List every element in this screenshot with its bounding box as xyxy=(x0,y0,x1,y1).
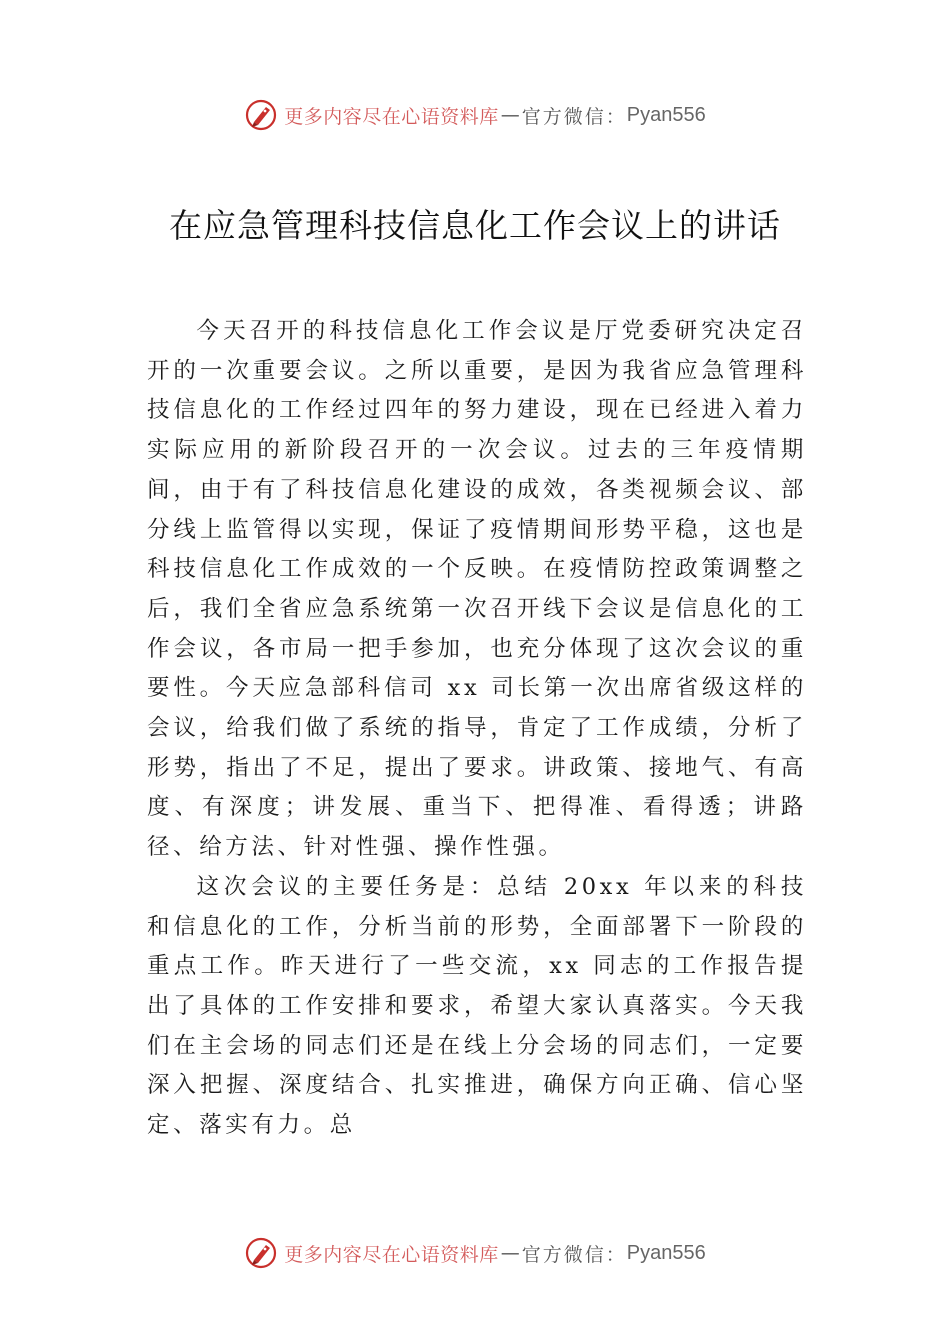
paragraph: 今天召开的科技信息化工作会议是厅党委研究决定召开的一次重要会议。之所以重要，是因为我省应急管理科技信息化的工作经过四年的努力建设，现在已经进入着力实际应用的新阶段召开的一次会议。过去的三年疫情期间，由于有了科技信息化建设的成效，各类视频会议、部分线上监管得以实现，保证了疫情期间形势平稳，这也是科技信息化工作成效的一个反映。在疫情防控政策调整之后，我们全省应急系统第一次召开线下会议是信息化的工作会议，各市局一把手参加，也充分体现了这次会议的重要性。今天应急部科信司 xx 司长第一次出席省级这样的会议，给我们做了系统的指导，肯定了工作成绩，分析了形势，指出了不足，提出了要求。讲政策、接地气、有高度、有深度；讲发展、重当下、把得准、看得透；讲路径、给方法、针对性强、操作性强。 xyxy=(147,318,807,861)
wechat-label: 官方微信： xyxy=(521,105,627,128)
library-text: 更多内容尽在心语资料库 xyxy=(284,105,499,128)
document-title: 在应急管理科技信息化工作会议上的讲话 xyxy=(169,206,781,245)
banner-dash: — xyxy=(500,1242,520,1264)
wechat-label: 官方微信： xyxy=(521,1243,627,1266)
wechat-id: Pyan556 xyxy=(626,1241,706,1264)
pen-nib-logo-icon xyxy=(244,98,278,132)
library-text: 更多内容尽在心语资料库 xyxy=(284,1243,499,1266)
document-body xyxy=(147,312,807,1146)
wechat-id: Pyan556 xyxy=(626,103,706,126)
header-banner xyxy=(0,95,950,135)
pen-nib-logo-icon xyxy=(244,1236,278,1270)
footer-banner xyxy=(0,1233,950,1273)
paragraph: 这次会议的主要任务是：总结 20xx 年以来的科技和信息化的工作，分析当前的形势，全面部署下一阶段的重点工作。昨天进行了一些交流，xx 同志的工作报告提出了具体的工作安排和要求，希望大家认真落实。今天我们在主会场的同志们还是在线上分会场的同志们，一定要深入把握、深度结合、扎实推进，确保方向正确、信心坚定、落实有力。总 xyxy=(147,873,807,1139)
banner-dash: — xyxy=(500,104,520,126)
